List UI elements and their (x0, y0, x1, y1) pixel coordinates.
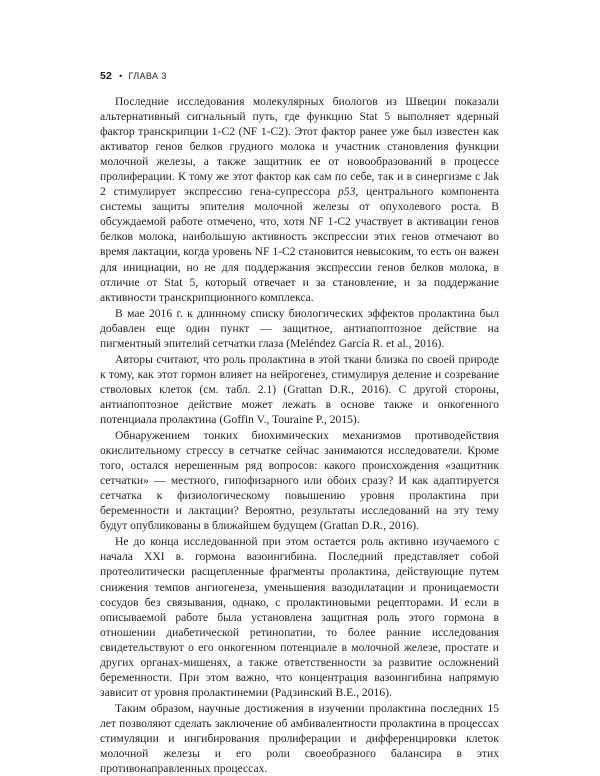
paragraph-1-text-b: , центрального компонента системы защиты эпителия молочной железы от опухолевого роста. В обсуждаемой работе отмечено, что, хотя NF 1-С2 участвует в активации генов белков молока, наибольшую активность экспрессии этих генов отмечают во время лактации, когда уровень NF 1-С2 становится невысоким, то есть он важен для инициации, но не для поддержания экспрессии генов белков молока, в отличие от Stat 5, который отвечает и за становление, и за поддержание активности транскрипционного комплекса. (100, 185, 499, 304)
gene-name-p53: p53 (338, 185, 356, 199)
page-number: 52 (100, 70, 113, 82)
paragraph-1 (100, 94, 499, 305)
paragraph-3: Авторы считают, что роль пролактина в этой ткани близка по своей природе к тому, как этот гормон влияет на нейрогенез, стимулируя деление и созревание стволовых клеток (см. табл. 2.1) (Grattan D.R., 2016). С другой стороны, антиапоптозное действие может лежать в основе также и онкогенного потенциала пролактина (Goffin V., Touraine P., 2015). (100, 352, 499, 426)
running-header (100, 70, 167, 82)
paragraph-5: Не до конца исследованной при этом остается роль активно изучаемого с начала XXI в. гормона вазоингибина. Последний представляет собой протеолитически расщепленные фрагменты пролактина, действующие путем снижения темпов ангиогенеза, уменьшения вазодилатации и проницаемости сосудов без связывания, однако, с пролактиновыми рецепторами. И если в описываемой работе была установлена защитная роль этого гормона в отношении диабетической ретинопатии, то более ранние исследования свидетельствуют о его онкогенном потенциале в молочной железе, простате и других органах-мишенях, а также ответственности за развитие осложнений беременности. При этом важно, что концентрация вазоингибина напрямую зависит от уровня пролактинемии (Радзинский В.Е., 2016). (100, 535, 499, 699)
chapter-title: ГЛАВА 3 (128, 71, 167, 81)
paragraph-1-text-a: Последние исследования молекулярных биологов из Швеции показали альтернативный сигнальный путь, где функцию Stat 5 выполняет ядерный фактор транскрипции 1-С2 (NF 1-С2). Этот фактор ранее уже был известен как активатор генов белков грудного молока и участник становления функции молочной железы, а также защитник ее от новообразований в процессе пролиферации. К тому же этот фактор как сам по себе, так и в синергизме с Jak 2 стимулирует экспрессию гена-супрессора (100, 95, 499, 199)
paragraph-2: В мае 2016 г. к длинному списку биологических эффектов пролактина был добавлен еще один пункт — защитное, антиапоптозное действие на пигментный эпителий сетчатки глаза (Meléndez García R. et al., 2016). (100, 306, 499, 350)
header-bullet: • (119, 71, 123, 81)
paragraph-4: Обнаружением тонких биохимических механизмов противодействия окислительному стрессу в сетчатке сейчас занимаются исследователи. Кроме того, остался нерешенным ряд вопросов: какого происхождения «защитник сетчатки» — местного, гипофизарного или обоих сразу? И как адаптируется сетчатка к физиологическому повышению уровня пролактина при беременности и лактации? Вероятно, результаты исследований на эту тему будут опубликованы в ближайшем будущем (Grattan D.R., 2016). (100, 429, 499, 533)
page-body (100, 94, 499, 776)
paragraph-6: Таким образом, научные достижения в изучении пролактина последних 15 лет позволяют сделать заключение об амбивалентности пролактина в процессах стимуляции и ингибирования пролиферации и дифференцировки клеток молочной железы и его роли своеобразного балансира в этих противонаправленных процессах. (100, 701, 499, 776)
